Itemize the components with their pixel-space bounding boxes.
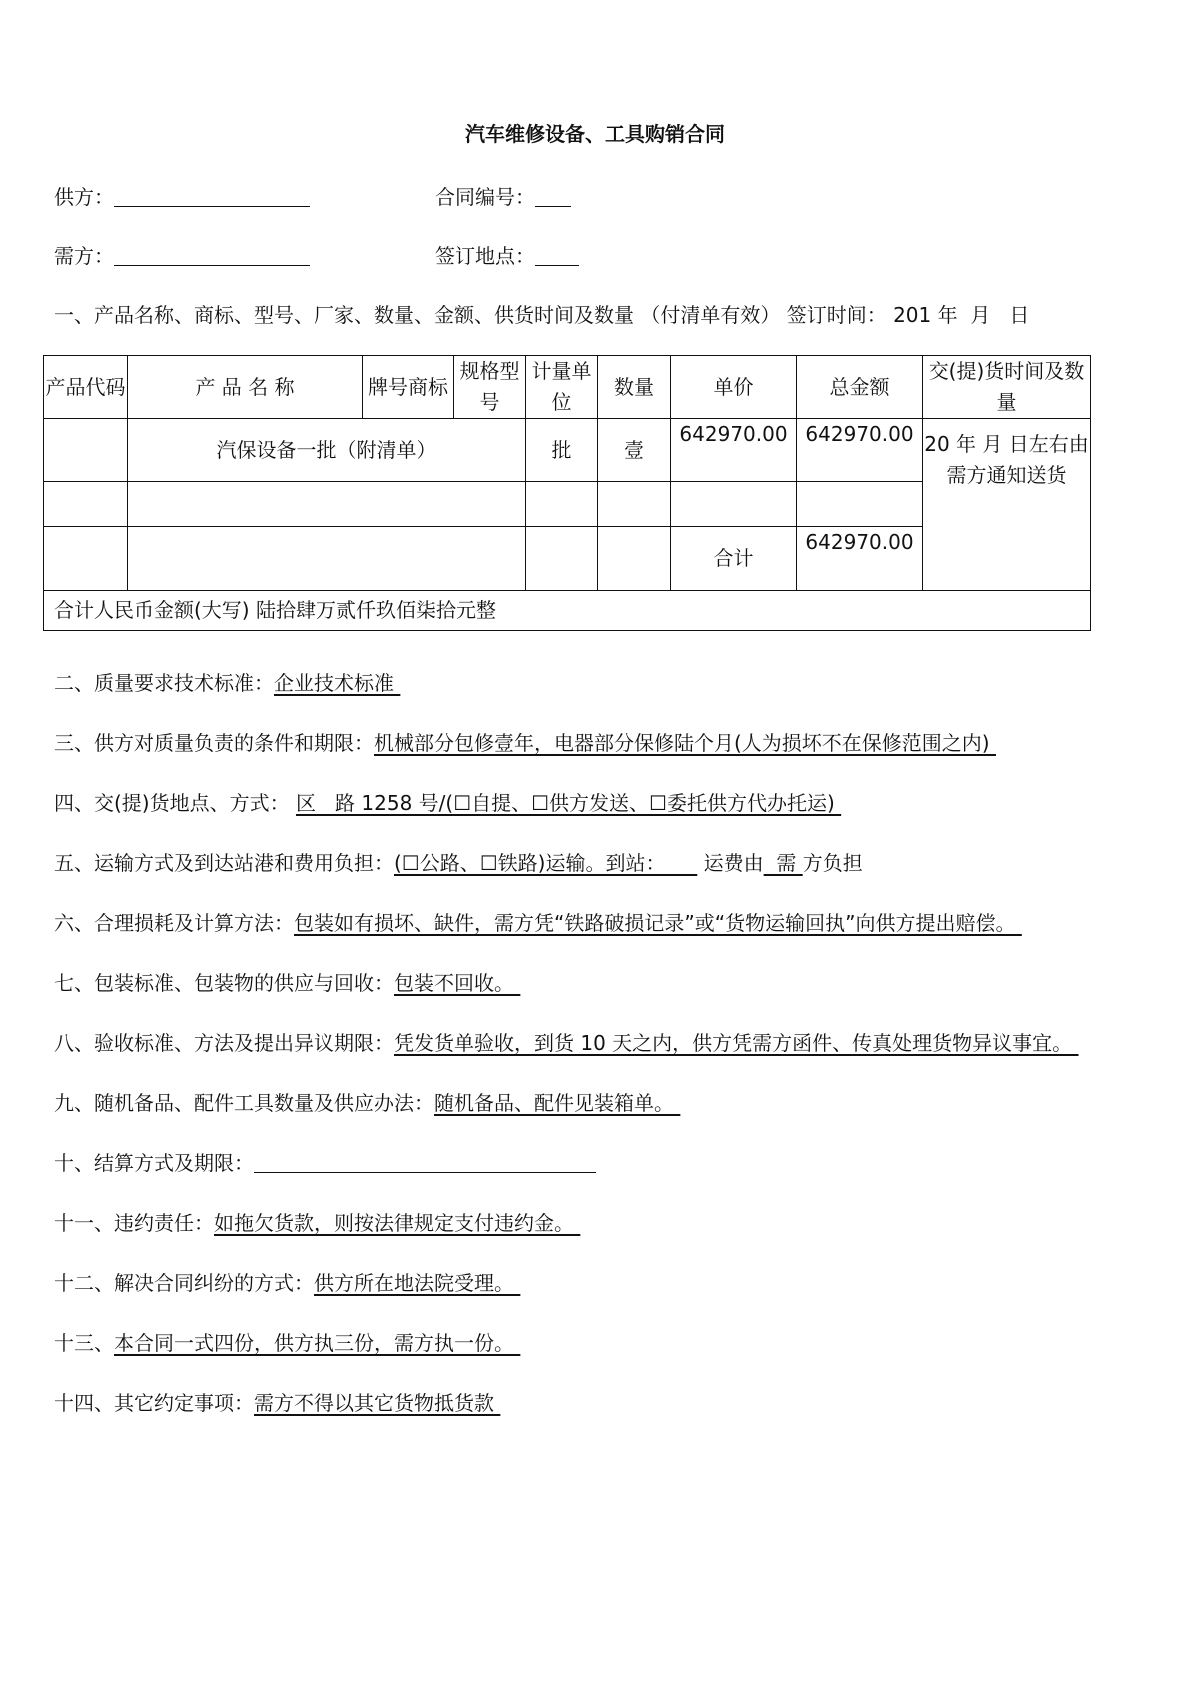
clause-5-value: (☐公路、☐铁路)运输。到站： bbox=[394, 851, 698, 875]
row2-qty bbox=[598, 482, 671, 527]
clause-2-label: 二、质量要求技术标准： bbox=[54, 671, 274, 695]
clause-12 bbox=[54, 1267, 520, 1296]
header-qty: 数量 bbox=[598, 356, 671, 419]
clause-8-value: 凭发货单验收，到货 10 天之内，供方凭需方函件、传真处理货物异议事宜。 bbox=[394, 1031, 1079, 1055]
header-brand: 牌号商标 bbox=[363, 356, 454, 419]
section-1-heading: 一、产品名称、商标、型号、厂家、数量、金额、供货时间及数量 （付清单有效） 签订时间： 201 年 月 日 bbox=[54, 303, 1030, 327]
row3-code bbox=[44, 527, 128, 591]
row2-code bbox=[44, 482, 128, 527]
clause-10-blank bbox=[254, 1152, 596, 1173]
row3-unit bbox=[526, 527, 598, 591]
clause-7-label: 七、包装标准、包装物的供应与回收： bbox=[54, 971, 394, 995]
row1-unit: 批 bbox=[526, 419, 598, 482]
row1-qty: 壹 bbox=[598, 419, 671, 482]
supplier-label: 供方： bbox=[54, 185, 114, 209]
clause-11 bbox=[54, 1207, 580, 1236]
table-header-row bbox=[44, 356, 1091, 419]
clause-4-value: 区 路 1258 号/(☐自提、☐供方发送、☐委托供方代办托运) bbox=[295, 791, 842, 815]
clause-13-value: 本合同一式四份，供方执三份，需方执一份。 bbox=[114, 1331, 521, 1355]
row2-total bbox=[797, 482, 923, 527]
clause-3-value: 机械部分包修壹年，电器部分保修陆个月(人为损坏不在保修范围之内) bbox=[374, 731, 996, 755]
clause-4-label: 四、交(提)货地点、方式： bbox=[54, 791, 296, 815]
header-total: 总金额 bbox=[797, 356, 923, 419]
header-unit: 计量单位 bbox=[526, 356, 598, 419]
clause-11-label: 十一、违约责任： bbox=[54, 1211, 214, 1235]
clause-14 bbox=[54, 1387, 500, 1416]
clause-6-value: 包装如有损坏、缺件，需方凭“铁路破损记录”或“货物运输回执”向供方提出赔偿。 bbox=[294, 911, 1022, 935]
contract-no-blank bbox=[535, 186, 571, 207]
clause-14-label: 十四、其它约定事项： bbox=[54, 1391, 254, 1415]
header-price: 单价 bbox=[671, 356, 797, 419]
clause-7 bbox=[54, 967, 520, 996]
sum-label: 合计 bbox=[671, 527, 797, 591]
sign-place-row bbox=[435, 240, 579, 269]
clause-14-value: 需方不得以其它货物抵货款 bbox=[254, 1391, 501, 1415]
row3-name bbox=[128, 527, 526, 591]
document-title: 汽车维修设备、工具购销合同 bbox=[465, 122, 725, 146]
supplier-blank bbox=[114, 186, 310, 207]
header-name: 产 品 名 称 bbox=[128, 356, 363, 419]
row1-name: 汽保设备一批（附清单） bbox=[128, 419, 526, 482]
buyer-label: 需方： bbox=[54, 244, 114, 268]
clause-5 bbox=[54, 847, 863, 876]
clause-12-value: 供方所在地法院受理。 bbox=[314, 1271, 521, 1295]
clause-6 bbox=[54, 907, 1022, 936]
contract-no-row bbox=[435, 181, 571, 210]
row1-price: 642970.00 bbox=[671, 419, 797, 482]
clause-9-value: 随机备品、配件见装箱单。 bbox=[434, 1091, 681, 1115]
row2-unit bbox=[526, 482, 598, 527]
clause-5-mid: 运费由 bbox=[697, 851, 764, 875]
header-delivery: 交(提)货时间及数量 bbox=[923, 356, 1091, 419]
sign-place-label: 签订地点： bbox=[435, 244, 535, 268]
clause-5-end: 方负担 bbox=[802, 851, 863, 875]
clause-5-who: 需 bbox=[763, 851, 803, 875]
clause-2-value: 企业技术标准 bbox=[274, 671, 401, 695]
sum-total: 642970.00 bbox=[797, 527, 923, 591]
clause-4 bbox=[54, 787, 841, 816]
rmb-total: 合计人民币金额(大写) 陆拾肆万贰仟玖佰柒拾元整 bbox=[44, 591, 1091, 631]
sign-place-blank bbox=[535, 245, 579, 266]
row1-code bbox=[44, 419, 128, 482]
clause-5-label: 五、运输方式及到达站港和费用负担： bbox=[54, 851, 394, 875]
clause-11-value: 如拖欠货款，则按法律规定支付违约金。 bbox=[214, 1211, 581, 1235]
clause-9-label: 九、随机备品、配件工具数量及供应办法： bbox=[54, 1091, 434, 1115]
contract-no-label: 合同编号： bbox=[435, 185, 535, 209]
clause-12-label: 十二、解决合同纠纷的方式： bbox=[54, 1271, 314, 1295]
goods-table bbox=[43, 355, 1091, 631]
clause-3 bbox=[54, 727, 996, 756]
clause-3-label: 三、供方对质量负责的条件和期限： bbox=[54, 731, 374, 755]
clause-6-label: 六、合理损耗及计算方法： bbox=[54, 911, 294, 935]
clause-9 bbox=[54, 1087, 680, 1116]
clause-8 bbox=[54, 1027, 1079, 1056]
row3-qty bbox=[598, 527, 671, 591]
row1-total: 642970.00 bbox=[797, 419, 923, 482]
clause-7-value: 包装不回收。 bbox=[394, 971, 521, 995]
clause-8-label: 八、验收标准、方法及提出异议期限： bbox=[54, 1031, 394, 1055]
clause-10 bbox=[54, 1147, 596, 1176]
row2-price bbox=[671, 482, 797, 527]
clause-13 bbox=[54, 1327, 520, 1356]
clause-2 bbox=[54, 667, 400, 696]
row2-name bbox=[128, 482, 526, 527]
header-code: 产品代码 bbox=[44, 356, 128, 419]
clause-13-label: 十三、 bbox=[54, 1331, 114, 1355]
table-row bbox=[44, 419, 1091, 482]
header-spec: 规格型号 bbox=[454, 356, 526, 419]
supplier-row bbox=[54, 181, 310, 210]
rmb-total-row bbox=[44, 591, 1091, 631]
delivery-note: 20 年 月 日左右由需方通知送货 bbox=[923, 419, 1091, 591]
buyer-row bbox=[54, 240, 310, 269]
buyer-blank bbox=[114, 245, 310, 266]
clause-10-label: 十、结算方式及期限： bbox=[54, 1151, 254, 1175]
